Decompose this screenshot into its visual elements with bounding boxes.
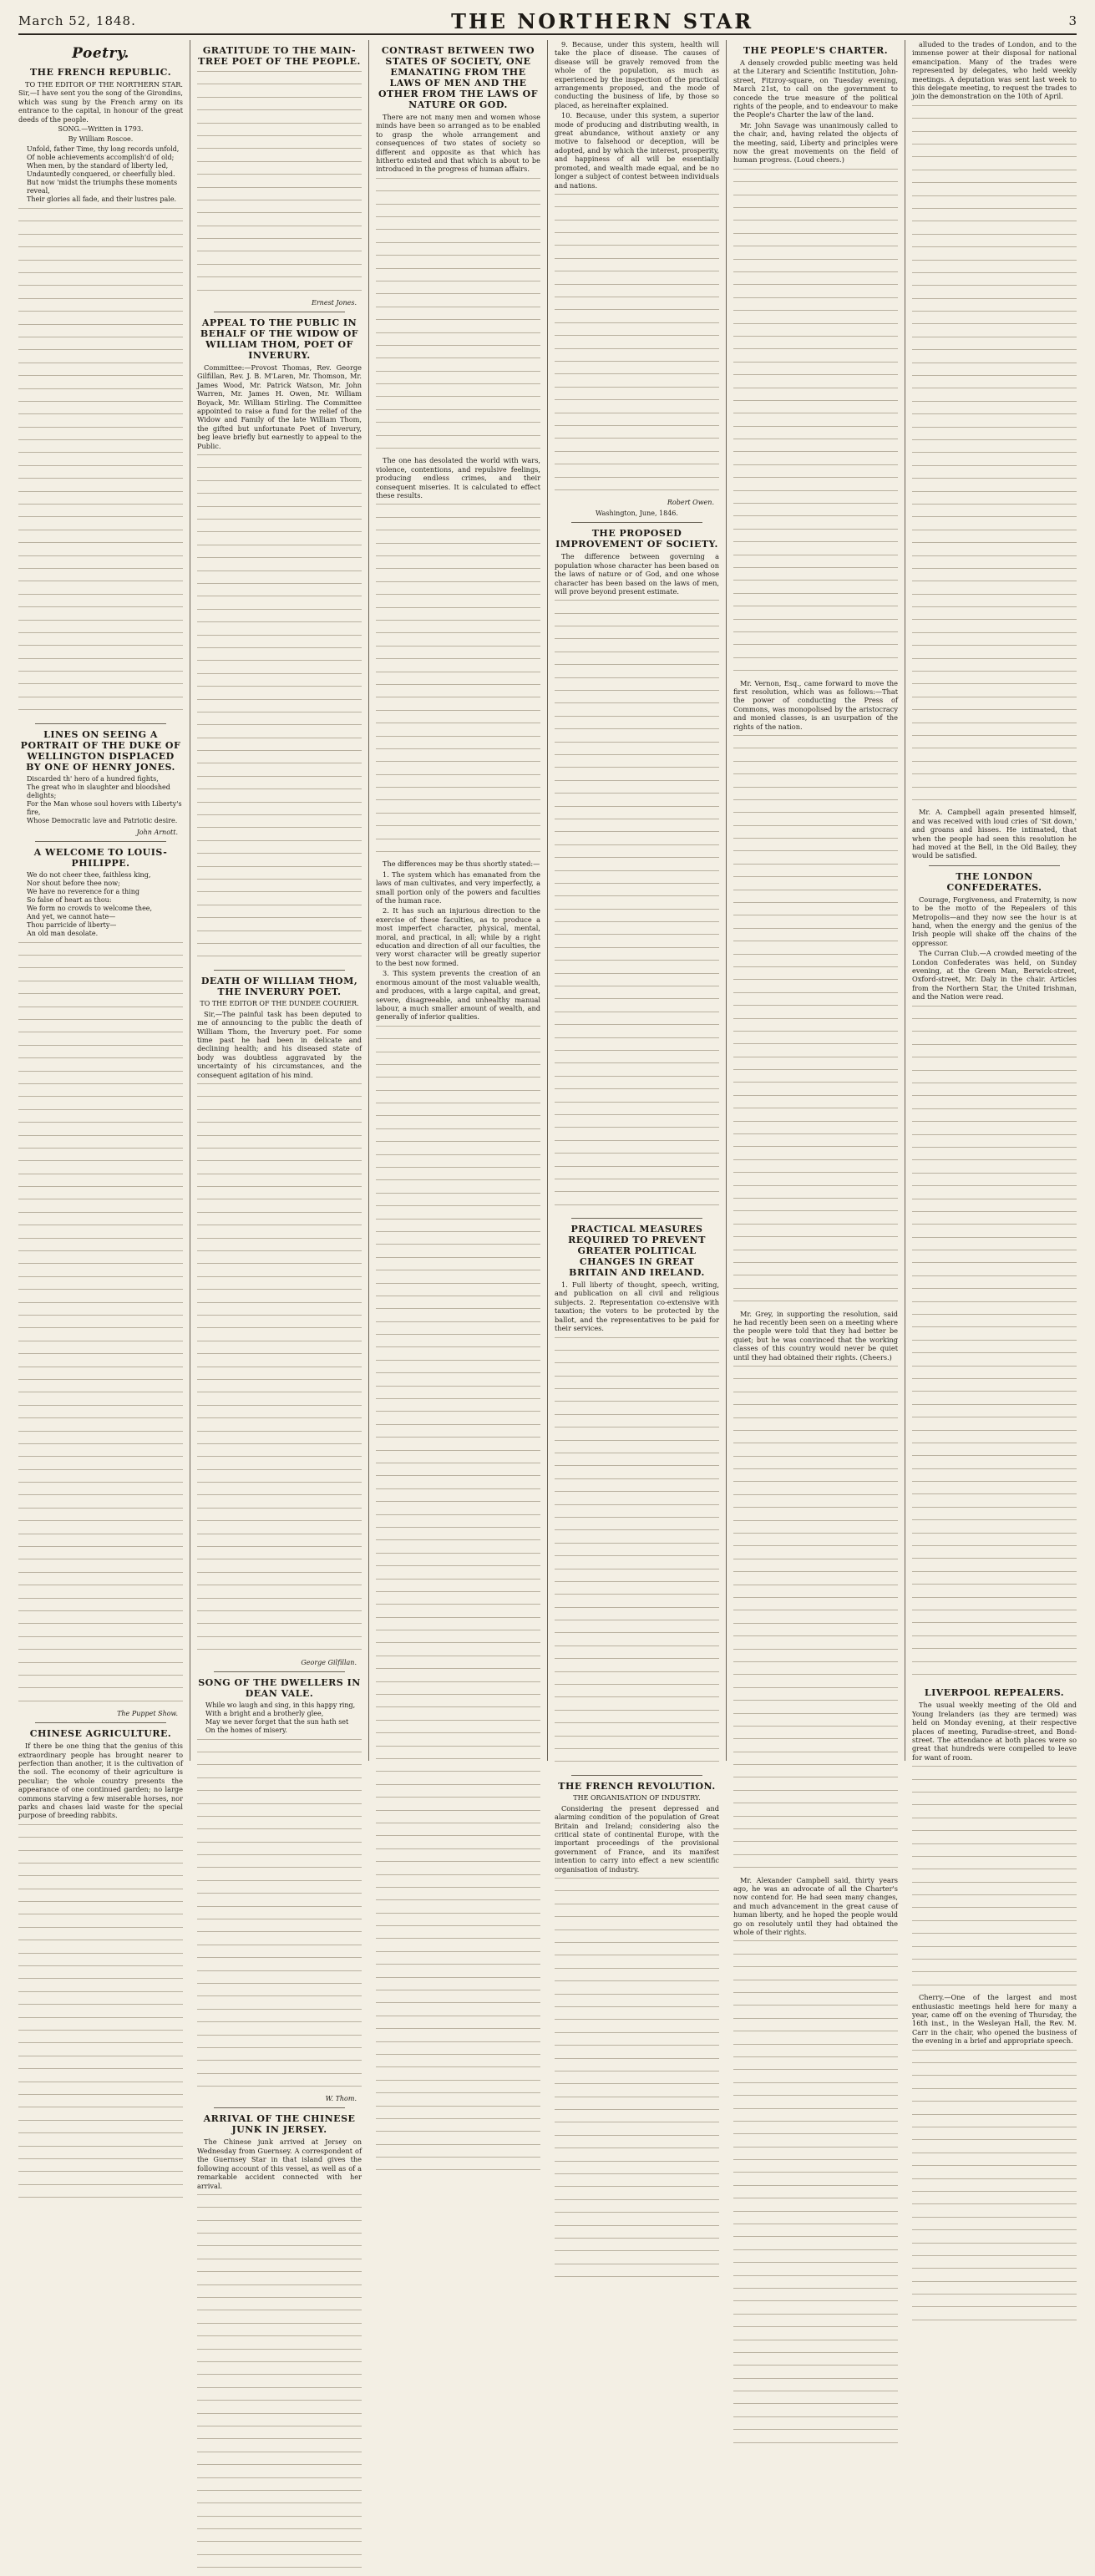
article-body: The one has desolated the world with wars, violence, contentions, and repulsive feelings, producing endless crimes, and their consequent miseries. It is calculated to effect these results. bbox=[376, 456, 540, 500]
article-title: CONTRAST BETWEEN TWO STATES OF SOCIETY, ONE EMANATING FROM THE LAWS OF MEN AND THE OTHER FROM THE LAWS OF NATURE OR GOD. bbox=[378, 45, 539, 110]
issue-date: March 52, 1848. bbox=[18, 13, 136, 28]
article-body: The Curran Club.—A crowded meeting of the London Confederates was held, on Sunday evening, at the Green Man, Berwick-street, Oxford-street, Mr. Daly in the chair. Articles from the Northern Star, the United Irishman, and the Nation were read. bbox=[912, 949, 1077, 1001]
poem-signature: Ernest Jones. bbox=[312, 299, 357, 307]
text-lines bbox=[18, 208, 183, 718]
divider bbox=[214, 1671, 345, 1672]
appeal-title: APPEAL TO THE PUBLIC IN BEHALF OF THE WIDOW OF WILLIAM THOM, POET OF INVERURY. bbox=[200, 317, 359, 362]
divider bbox=[35, 723, 166, 724]
poem-verse: We do not cheer thee, faithless king, Nor shout before thee now; We have no reverence for a thing So false of heart as thou: We form no crowds to welcome thee, And yet, we cannot hate— Thou parricide of liberty— An old man desolate. bbox=[27, 870, 153, 937]
article-body: 1. The system which has emanated from the laws of man cultivates, and very imperfectly, a small portion only of the powers and faculties of the human race. bbox=[376, 870, 540, 905]
article-body: Mr. John Savage was unanimously called to the chair, and, having related the objects of the meeting, said, Liberty and principles were now the great movements on the field of human progress. (Loud cheers.) bbox=[733, 120, 898, 165]
page-number: 3 bbox=[1068, 13, 1077, 28]
poem-author: By William Roscoe. bbox=[68, 135, 134, 144]
text-lines bbox=[197, 1739, 362, 2095]
divider bbox=[214, 2107, 345, 2108]
article-body: 2. It has such an injurious direction to the exercise of these faculties, as to produce a most imperfect character, physical, mental, moral, and practical, in all; while by a right education and direction of all our faculties, the very worst character will be greatly superior to the best now formed. bbox=[376, 906, 540, 967]
article-body: A densely crowded public meeting was held at the Literary and Scientific Institution, John-street, Fitzroy-square, on Tuesday evening, March 21st, to call on the government to concede the true measure of the political rights of the people, and to endeavour to make the People's Charter the law of the land. bbox=[733, 58, 898, 119]
article-heading: ARRIVAL OF THE CHINESE JUNK IN JERSEY. bbox=[203, 2113, 356, 2136]
appeal-body: Committee:—Provost Thomas, Rev. George Gilfillan, Rev. J. B. M'Laren, Mr. Thomson, Mr. James Wood, Mr. Patrick Watson, Mr. John Warren, Mr. James H. Owen, Mr. William Boyack, Mr. William Stirling. The Committee appointed to raise a fund for the relief of the Widow and Family of the late William Thom, the gifted but unfortunate Poet of Inverury, beg leave briefly but earnestly to appeal to the Public. bbox=[197, 363, 362, 450]
column-2 bbox=[197, 40, 369, 2190]
text-lines bbox=[197, 1083, 362, 1658]
poem-signature: John Arnott. bbox=[136, 828, 178, 836]
article-signature: George Gilfillan. bbox=[301, 1658, 357, 1666]
article-body: Considering the present depressed and alarming condition of the population of Great Britain and Ireland; considering also the critical state of continental Europe, with the important proceedings of the provisional government of France, and its manifest intention to carry into effect a new scientific organisation of industry. bbox=[555, 1803, 719, 1874]
poem-song-line: SONG.—Written in 1793. bbox=[58, 125, 144, 134]
text-lines bbox=[555, 194, 719, 498]
article-body: alluded to the trades of London, and to the immense power at their disposal for national emancipation. Many of the trades were represented by delegates, who held weekly meetings. A deputation was sent last week to this delegate meeting, to request the trades to join the demonstration on the 10th of April. bbox=[912, 40, 1077, 101]
poem-verse: Unfold, father Time, thy long records unfold, Of noble achievements accomplish'd of old; When men, by the standard of liberty led, Undauntedly conquered, or cheerfully bled. But now 'midst the triumphs these moments reveal, Their glories all fade, and their lustres pale. bbox=[27, 145, 180, 204]
text-lines bbox=[733, 735, 898, 1310]
article-body: The differences may be thus shortly stated:— bbox=[383, 860, 540, 869]
article-body: Courage, Forgiveness, and Fraternity, is now to be the motto of the Repealers of this Metropolis—and they now see the hour is at hand, when the energy and the genius of the Irish people will shake off the chains of the oppressor. bbox=[912, 895, 1077, 947]
text-lines bbox=[912, 105, 1077, 808]
poem-verse: Discarded th' hero of a hundred fights, The great who in slaughter and bloodshed delights; For the Man whose soul hovers with Liberty's fire, Whose Democratic lave and Patriotic desire. bbox=[27, 774, 182, 824]
dateline: Washington, June, 1846. bbox=[596, 510, 678, 518]
text-lines bbox=[733, 1366, 898, 1876]
text-lines bbox=[912, 1766, 1077, 1993]
text-lines bbox=[18, 942, 183, 1709]
column-4 bbox=[555, 40, 727, 1874]
divider bbox=[571, 1218, 702, 1219]
article-body: The usual weekly meeting of the Old and Young Irelanders (as they are termed) was held on Monday evening, at their respective places of meeting, Paradise-street, and Bond-street. The attendance at both places were so great that hundreds were compelled to leave for want of room. bbox=[912, 1701, 1077, 1762]
article-body: The difference between governing a population whose character has been based on the laws of nature or of God, and one whose character has been based on the laws of men, will prove beyond present estimate. bbox=[555, 552, 719, 596]
column-5 bbox=[733, 40, 905, 1937]
text-lines bbox=[197, 2194, 362, 2576]
song-verse: While wo laugh and sing, in this happy ring, With a bright and a brotherly glee, May we never forget that the sun hath set On the homes of misery. bbox=[205, 1701, 356, 1734]
article-body: 3. This system prevents the creation of an enormous amount of the most valuable wealth, and produces, with a large capital, and great, severe, disagreeable, and unhealthy manual labour, a much smaller amount of wealth, and generally of inferior qualities. bbox=[376, 969, 540, 1022]
text-lines bbox=[197, 454, 362, 965]
text-lines bbox=[376, 1026, 540, 2178]
text-lines bbox=[555, 1337, 719, 1770]
article-body: Mr. Grey, in supporting the resolution, said he had recently been seen on a meeting where the people were told that they had better be quiet; but he was convinced that the working classes of this country would never be quiet until they had obtained their rights. (Cheers.) bbox=[733, 1309, 898, 1362]
text-lines bbox=[555, 1878, 719, 2285]
text-lines bbox=[912, 2050, 1077, 2329]
divider bbox=[35, 1722, 166, 1723]
article-body: 1. Full liberty of thought, speech, writing, and publication on all civil and religious subjects. 2. Representation co-extensive with taxation; the voters to be protected by the ballot, and the representatives to be paid for their services. bbox=[555, 1280, 719, 1333]
poem-title: LINES ON SEEING A PORTRAIT OF THE DUKE OF WELLINGTON DISPLACED BY ONE OF HENRY JONES. bbox=[20, 728, 181, 773]
article-body: 9. Because, under this system, health will take the place of disease. The causes of disease will be gravely removed from the whole of the population, as much as experienced by the inspection of the practical arrangements proposed, and the mode of conducting the business of life, by those so placed, as hereinafter explained. bbox=[555, 40, 719, 109]
article-heading: PRACTICAL MEASURES REQUIRED TO PREVENT GREATER POLITICAL CHANGES IN GREAT BRITAIN AND IRELAND. bbox=[568, 1224, 706, 1279]
text-lines bbox=[197, 71, 362, 298]
divider bbox=[571, 522, 702, 523]
poem-title: GRATITUDE TO THE MAIN-TREE POET OF THE PEOPLE. bbox=[198, 45, 361, 67]
article-heading: THE FRENCH REVOLUTION. bbox=[558, 1780, 716, 1792]
text-lines bbox=[18, 1824, 183, 2206]
song-signature: W. Thom. bbox=[325, 2095, 357, 2103]
article-body: Sir,—The painful task has been deputed to me of announcing to the public the death of William Thom, the Inverury poet. For some time past he had been in delicate and declining health; and his diseased state of body was doubtless aggravated by the uncertainty of his circumstances, and the consequent agitation of his mind. bbox=[197, 1009, 362, 1079]
divider bbox=[929, 865, 1060, 866]
article-heading: THE PROPOSED IMPROVEMENT OF SOCIETY. bbox=[555, 528, 718, 550]
poem-signature: The Puppet Show. bbox=[117, 1710, 178, 1718]
article-body: If there be one thing that the genius of this extraordinary people has brought nearer to perfection than another, it is the cultivation of the soil. The economy of their agriculture is peculiar; the whole country presents the appearance of one continued garden; no large commons starving a few miserable horses, nor parks and chases laid waste for the special purpose of breeding rabbits. bbox=[18, 1742, 183, 1820]
poem-title: THE FRENCH REPUBLIC. bbox=[29, 67, 172, 78]
column-3 bbox=[376, 40, 548, 1761]
text-lines bbox=[912, 1006, 1077, 1683]
article-body: Mr. Alexander Campbell said, thirty years ago, he was an advocate of all the Charter's now contend for. He had seen many changes, and much advancement in the great cause of human liberty, and he hoped the people would go on resolutely until they had obtained the whole of their rights. bbox=[733, 1875, 898, 1937]
divider bbox=[214, 970, 345, 971]
poem-intro: TO THE EDITOR OF THE NORTHERN STAR. Sir,—I have sent you the song of the Girondins, which was sung by the French army on its entrance to the capital, in honour of the great deeds of the people. bbox=[18, 80, 183, 124]
masthead bbox=[18, 8, 1077, 35]
divider bbox=[571, 1775, 702, 1776]
column-1 bbox=[18, 40, 190, 1820]
article-body: There are not many men and women whose minds have been so arranged as to be enabled to grasp the whole arrangement and consequences of two states of society so different and opposite as that which has hitherto existed and that which is about to be introduced in the progress of human affairs. bbox=[376, 113, 540, 174]
newspaper-title: THE NORTHERN STAR bbox=[451, 8, 754, 33]
column-6 bbox=[912, 40, 1077, 2046]
article-heading: THE LONDON CONFEDERATES. bbox=[946, 870, 1042, 893]
text-lines bbox=[376, 504, 540, 860]
song-title: SONG OF THE DWELLERS IN DEAN VALE. bbox=[198, 1676, 361, 1699]
article-body: The Chinese junk arrived at Jersey on Wednesday from Guernsey. A correspondent of the Guernsey Star in that island gives the following account of this vessel, as well as of a remarkable accident connected with her arrival. bbox=[197, 2137, 362, 2190]
article-signature: Robert Owen. bbox=[667, 499, 714, 507]
article-body: Mr. A. Campbell again presented himself, and was received with loud cries of 'Sit down,' and groans and hisses. He intimated, that when the people had seen this resolution he had moved at the Bell, in the Old Bailey, they would be satisfied. bbox=[912, 808, 1077, 860]
divider bbox=[35, 841, 166, 842]
text-lines bbox=[376, 178, 540, 457]
columns bbox=[18, 40, 1077, 2190]
article-body: Cherry.—One of the largest and most enthusiastic meetings held here for many a year, came off on the evening of Thursday, the 16th inst., in the Wesleyan Hall, the Rev. M. Carr in the chair, who opened the business of the evening in a brief and appropriate speech. bbox=[912, 1993, 1077, 2046]
article-subheading: TO THE EDITOR OF THE DUNDEE COURIER. bbox=[200, 999, 359, 1007]
text-lines bbox=[555, 600, 719, 1213]
article-heading: THE PEOPLE'S CHARTER. bbox=[743, 45, 889, 56]
poem-title: A WELCOME TO LOUIS-PHILIPPE. bbox=[33, 846, 168, 869]
article-heading: DEATH OF WILLIAM THOM, THE INVERURY POET. bbox=[200, 975, 358, 997]
article-heading: LIVERPOOL REPEALERS. bbox=[924, 1687, 1065, 1699]
text-lines bbox=[733, 169, 898, 679]
section-heading-poetry: Poetry. bbox=[72, 45, 129, 62]
article-body: Mr. Vernon, Esq., came forward to move the first resolution, which was as follows:—That the power of conducting the Press of Commons, was monopolised by the aristocracy and monied classes, is an usurpation of the rights of the nation. bbox=[733, 678, 898, 731]
article-body: 10. Because, under this system, a superior mode of producing and distributing wealth, in great abundance, without anxiety or any motive to falsehood or deception, will be adopted, and by which the interest, prosperity, and happiness of all will be essentially promoted, and wealth made equal, and be no longer a subject of contest between individuals and nations. bbox=[555, 111, 719, 190]
text-lines bbox=[733, 1940, 898, 2451]
article-subheading: THE ORGANISATION OF INDUSTRY. bbox=[573, 1793, 701, 1802]
article-heading: CHINESE AGRICULTURE. bbox=[29, 1728, 172, 1740]
